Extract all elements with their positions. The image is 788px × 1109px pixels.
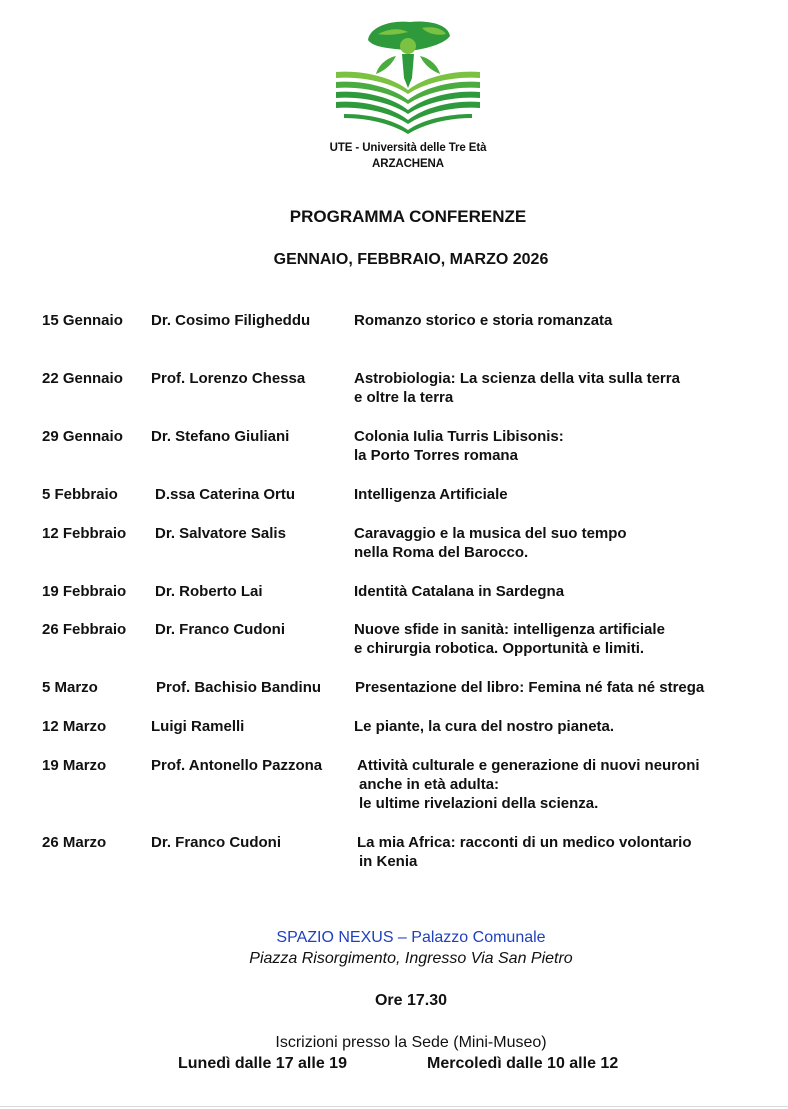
event-title: Colonia Iulia Turris Libisonis: la Porto Torres romana [354, 428, 564, 464]
page-subtitle: GENNAIO, FEBBRAIO, MARZO 2026 [273, 251, 549, 268]
event-speaker: Luigi Ramelli [151, 718, 245, 735]
event-date: 19 Marzo [42, 757, 107, 774]
schedule-monday: Lunedì dalle 17 alle 19 [178, 1055, 347, 1072]
event-speaker: Dr. Salvatore Salis [155, 525, 286, 542]
event-speaker: Prof. Bachisio Bandinu [156, 679, 322, 696]
org-name: UTE - Università delle Tre Età [329, 142, 487, 154]
page-bottom-divider [0, 1106, 788, 1107]
event-date: 15 Gennaio [42, 312, 123, 329]
event-date: 5 Marzo [42, 679, 98, 696]
event-title: Romanzo storico e storia romanzata [354, 312, 613, 329]
venue-address: Piazza Risorgimento, Ingresso Via San Pietro [249, 950, 573, 967]
event-title: Le piante, la cura del nostro pianeta. [354, 718, 615, 735]
venue-name: SPAZIO NEXUS – Palazzo Comunale [276, 929, 546, 946]
registration-info: Iscrizioni presso la Sede (Mini-Museo) [275, 1034, 547, 1051]
tree-book-logo-icon [330, 18, 485, 138]
event-speaker: Dr. Franco Cudoni [155, 621, 286, 638]
event-title: Intelligenza Artificiale [354, 486, 508, 503]
event-speaker: Prof. Antonello Pazzona [151, 757, 323, 774]
event-date: 29 Gennaio [42, 428, 123, 445]
event-speaker: D.ssa Caterina Ortu [155, 486, 296, 503]
event-speaker: Dr. Cosimo Filigheddu [151, 312, 311, 329]
event-speaker: Dr. Franco Cudoni [151, 834, 282, 851]
event-date: 12 Febbraio [42, 525, 127, 542]
event-title: Identità Catalana in Sardegna [354, 583, 565, 600]
event-title: Presentazione del libro: Femina né fata né strega [355, 679, 705, 696]
page-title: PROGRAMMA CONFERENZE [289, 207, 527, 226]
org-city: ARZACHENA [372, 158, 444, 170]
event-title: Nuove sfide in sanità: intelligenza artificiale e chirurgia robotica. Opportunità e limiti. [354, 621, 665, 657]
event-date: 26 Marzo [42, 834, 107, 851]
event-time: Ore 17.30 [374, 992, 448, 1009]
schedule-wednesday: Mercoledì dalle 10 alle 12 [427, 1055, 619, 1072]
event-title: Attività culturale e generazione di nuovi neuroni anche in età adulta: le ultime rivelazioni della scienza. [357, 757, 700, 812]
event-date: 26 Febbraio [42, 621, 127, 638]
event-title: Caravaggio e la musica del suo tempo nella Roma del Barocco. [354, 525, 627, 561]
event-date: 5 Febbraio [42, 486, 118, 503]
event-date: 19 Febbraio [42, 583, 127, 600]
event-speaker: Dr. Stefano Giuliani [151, 428, 290, 445]
event-speaker: Dr. Roberto Lai [155, 583, 263, 600]
event-date: 12 Marzo [42, 718, 107, 735]
event-title: La mia Africa: racconti di un medico volontario in Kenia [357, 834, 692, 870]
event-date: 22 Gennaio [42, 370, 123, 387]
event-title: Astrobiologia: La scienza della vita sulla terra e oltre la terra [354, 370, 680, 406]
event-speaker: Prof. Lorenzo Chessa [151, 370, 306, 387]
